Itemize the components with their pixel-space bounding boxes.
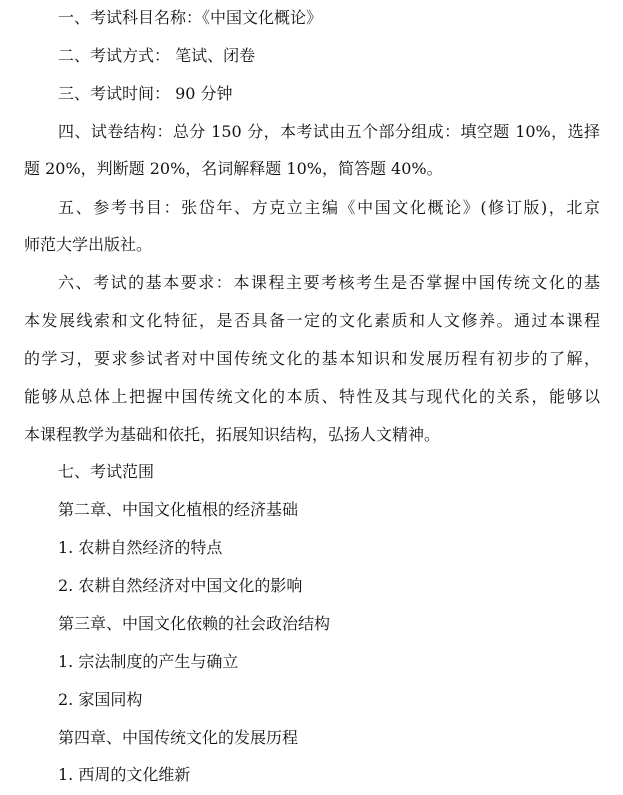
chapter-2-heading: 第二章、中国文化植根的经济基础 <box>58 500 299 519</box>
chapter-4-item-1: 1. 西周的文化维新 <box>58 765 191 784</box>
reference-book-line-2: 师范大学出版社。 <box>24 235 153 254</box>
chapter-3-item-1: 1. 宗法制度的产生与确立 <box>58 652 239 671</box>
chapter-2-item-2: 2. 农耕自然经济对中国文化的影响 <box>58 576 303 595</box>
reference-book-line-1: 五、参考书目：张岱年、方克立主编《中国文化概论》(修订版)，北京 <box>58 198 600 217</box>
chapter-3-heading: 第三章、中国文化依赖的社会政治结构 <box>58 614 331 633</box>
requirements-line-2: 本发展线索和文化特征，是否具备一定的文化素质和人文修养。通过本课程 <box>24 311 600 330</box>
exam-scope-heading: 七、考试范围 <box>58 462 155 481</box>
requirements-line-1: 六、考试的基本要求：本课程主要考核考生是否掌握中国传统文化的基 <box>58 273 600 292</box>
chapter-2-item-1: 1. 农耕自然经济的特点 <box>58 538 223 557</box>
paper-structure-line-2: 题 20%，判断题 20%，名词解释题 10%，简答题 40%。 <box>24 159 443 178</box>
exam-subject-line: 一、考试科目名称：《中国文化概论》 <box>58 8 323 27</box>
exam-method-line: 二、考试方式： 笔试、闭卷 <box>58 46 256 65</box>
chapter-4-heading: 第四章、中国传统文化的发展历程 <box>58 728 299 747</box>
requirements-line-5: 本课程教学为基础和依托，拓展知识结构，弘扬人文精神。 <box>24 425 441 444</box>
chapter-3-item-2: 2. 家国同构 <box>58 690 143 709</box>
paper-structure-line-1: 四、试卷结构：总分 150 分，本考试由五个部分组成：填空题 10%，选择 <box>58 122 600 141</box>
exam-time-line: 三、考试时间： 90 分钟 <box>58 84 233 103</box>
requirements-line-4: 能够从总体上把握中国传统文化的本质、特性及其与现代化的关系，能够以 <box>24 387 600 406</box>
requirements-line-3: 的学习，要求参试者对中国传统文化的基本知识和发展历程有初步的了解， <box>24 349 600 368</box>
